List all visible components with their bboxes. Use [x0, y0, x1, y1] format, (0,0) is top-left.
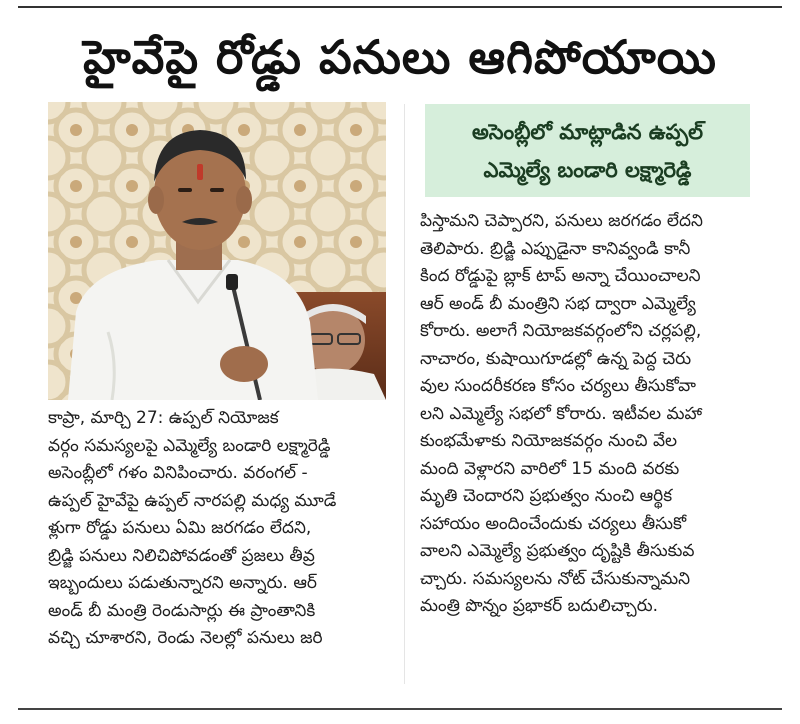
- body-text-line: కుంభమేళాకు నియోజకవర్గం నుంచి వేల: [420, 431, 678, 451]
- body-text-line: మంది వెళ్లారని వారిలో 15 మంది వరకు: [420, 458, 680, 479]
- bottom-rule: [18, 708, 782, 710]
- body-text-line: వచ్చి చూశారని, రెండు నెలల్లో పనులు జరి: [48, 628, 323, 648]
- body-text-line: కాప్రా, మార్చి 27: ఉప్పల్ నియోజక: [48, 408, 279, 428]
- body-text-line: ఉప్పల్ హైవేపై ఉప్పల్ నారపల్లి మధ్య మూడే: [48, 490, 337, 511]
- highlight-line-1: అసెంబ్లీలో మాట్లాడిన ఉప్పల్: [472, 119, 703, 144]
- body-text-line: బ్రిడ్జి పనులు నిలిచిపోవడంతో ప్రజలు తీవ్ర: [48, 545, 315, 566]
- body-text-line: చ్చారు. సమస్యలను నోట్ చేసుకున్నామని: [420, 568, 691, 589]
- body-text-line: వర్గం సమస్యలపై ఎమ్మెల్యే బండారి లక్ష్మారెడ్డి: [48, 435, 331, 456]
- body-text-line: సహాయం అందించేందుకు చర్యలు తీసుకో: [420, 513, 687, 534]
- top-rule: [18, 6, 782, 8]
- mla-speaking-photo: [48, 102, 386, 400]
- body-text-line: మంత్రి పొన్నం ప్రభాకర్ బదులిచ్చారు.: [420, 596, 659, 616]
- body-text-line: ళ్లుగా రోడ్డు పనులు ఏమి జరగడం లేదని,: [48, 518, 312, 538]
- highlight-box: [425, 104, 750, 197]
- article-photo: [48, 102, 386, 400]
- body-text-line: మృతి చెందారని ప్రభుత్వం నుంచి ఆర్థిక: [420, 486, 673, 506]
- body-text-line: తెలిపారు. బ్రిడ్జి ఎప్పుడైనా కానివ్వండి కానీ: [420, 238, 691, 259]
- article-left-column: [48, 405, 390, 653]
- body-text-line: కోరారు. అలాగే నియోజకవర్గంలోని చర్లపల్లి,: [420, 321, 702, 341]
- body-text-line: ఇబ్బందులు పడుతున్నారని అన్నారు. ఆర్: [48, 573, 317, 593]
- article-headline: హైవేపై రోడ్డు పనులు ఆగిపోయాయి: [83, 30, 717, 84]
- body-text-line: కింద రోడ్డుపై బ్లాక్ టాప్ అన్నా చేయించాలని: [420, 266, 701, 286]
- body-text-line: వాలని ఎమ్మెల్యే ప్రభుత్వం దృష్టికి తీసుకువ: [420, 541, 695, 561]
- body-text-line: అసెంబ్లీలో గళం వినిపించారు. వరంగల్ -: [48, 463, 308, 483]
- body-text-line: ఆర్ అండ్ బీ మంత్రిని సభ ద్వారా ఎమ్మెల్యే: [420, 293, 696, 314]
- highlight-line-2: ఎమ్మెల్యే బండారి లక్ష్మారెడ్డి: [483, 157, 692, 182]
- body-text-line: పిస్తామని చెప్పారని, పనులు జరగడం లేదని: [420, 211, 703, 231]
- body-text-line: నాచారం, కుషాయిగూడల్లో ఉన్న పెద్ద చెరు: [420, 348, 692, 369]
- body-text-line: అండ్ బీ మంత్రి రెండుసార్లు ఈ ప్రాంతానికి: [48, 600, 316, 621]
- body-text-line: లని ఎమ్మెల్యే సభలో కోరారు. ఇటీవల మహా: [420, 403, 703, 424]
- column-divider: [404, 104, 405, 684]
- article-right-column: [420, 208, 760, 621]
- body-text-line: వుల సుందరీకరణ కోసం చర్యలు తీసుకోవా: [420, 376, 696, 396]
